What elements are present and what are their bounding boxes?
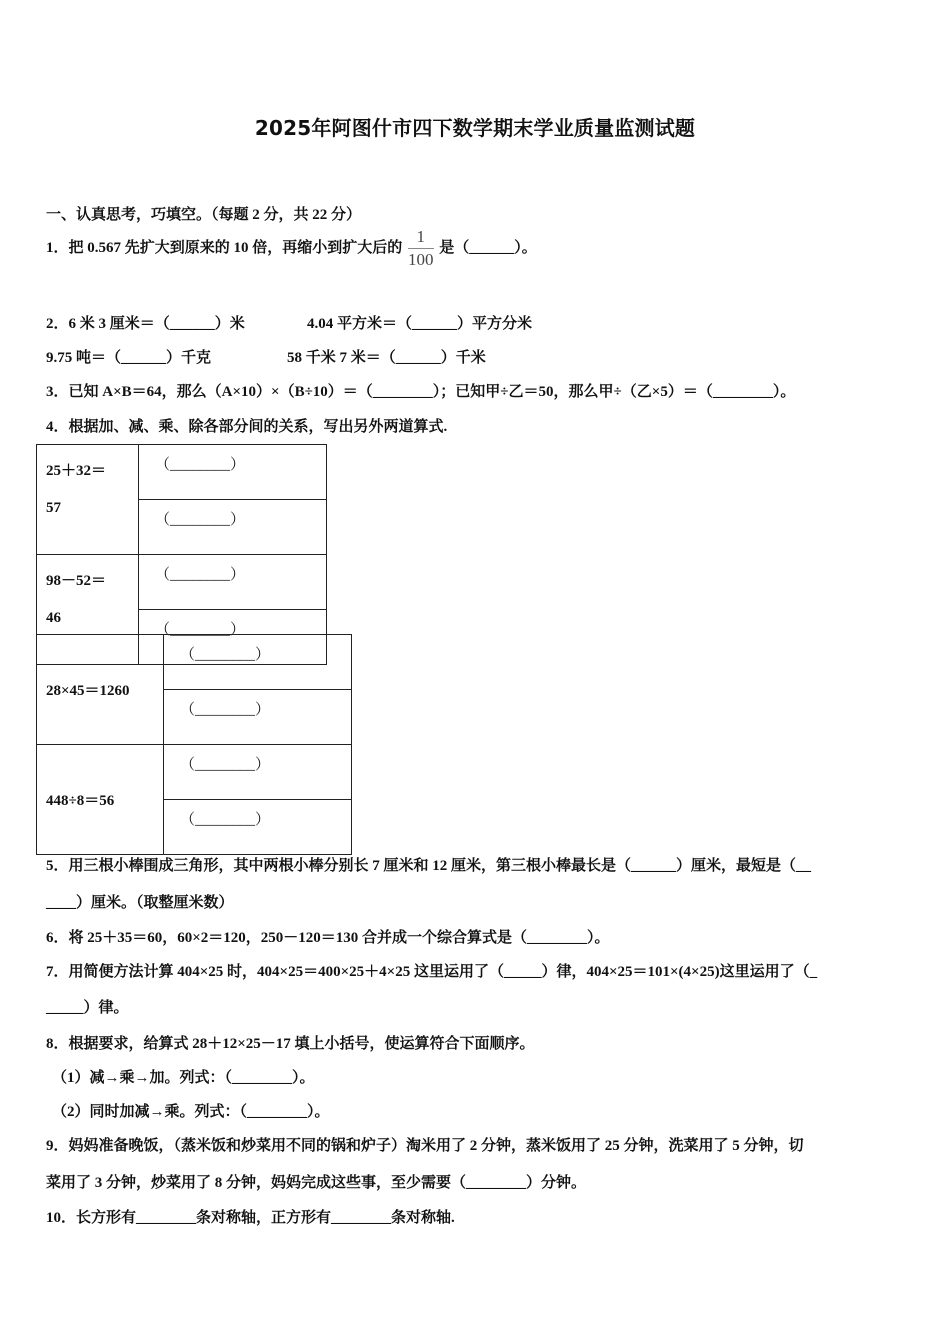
fraction-denominator: 100 <box>408 250 434 269</box>
question-4: 4．根据加、减、乘、除各部分间的关系，写出另外两道算式. <box>46 419 448 435</box>
page-title: 2025年阿图什市四下数学期末学业质量监测试题 <box>254 116 696 140</box>
question-2a: 2．6 米 3 厘米＝（______）米 <box>46 316 245 332</box>
equation-cell: 25＋32＝ 57 <box>37 445 139 555</box>
question-7-line2: _____）律。 <box>46 1000 129 1016</box>
question-6: 6．将 25＋35＝60，60×2＝120，250－120＝130 合并成一个综合算式是（________）。 <box>46 930 610 946</box>
equation-cell: 28×45＝1260 <box>37 635 164 745</box>
equation-table-top <box>36 444 327 665</box>
question-2c: 9.75 吨＝（______）千克 <box>46 350 212 366</box>
answer-blank[interactable]: （________） <box>139 555 327 610</box>
q1-prefix: 1．把 0.567 先扩大到原来的 10 倍，再缩小到扩大后的 <box>46 239 403 256</box>
question-10: 10．长方形有________条对称轴，正方形有________条对称轴. <box>46 1210 455 1226</box>
question-2d: 58 千米 7 米＝（______）千米 <box>287 350 486 366</box>
q1-suffix: 是（______）。 <box>439 239 537 256</box>
answer-blank[interactable]: （________） <box>139 610 327 665</box>
equation-table-bottom <box>36 634 352 855</box>
equation-cell: 98－52＝ 46 <box>37 555 139 665</box>
question-1 <box>46 228 537 269</box>
question-5-line1: 5．用三根小棒围成三角形，其中两根小棒分别长 7 厘米和 12 厘米，第三根小棒最长是（______）厘米，最短是（__ <box>46 858 812 874</box>
answer-blank[interactable]: （________） <box>164 635 352 690</box>
question-9-line1: 9．妈妈准备晚饭，（蒸米饭和炒菜用不同的锅和炉子）淘米用了 2 分钟，蒸米饭用了 25 分钟，洗菜用了 5 分钟，切 <box>46 1138 804 1154</box>
equation-cell: 448÷8＝56 <box>37 745 164 855</box>
question-8: 8．根据要求，给算式 28＋12×25－17 填上小括号，使运算符合下面顺序。 <box>46 1036 535 1052</box>
answer-blank[interactable]: （________） <box>164 800 352 855</box>
question-9-line2: 菜用了 3 分钟，炒菜用了 8 分钟，妈妈完成这些事，至少需要（________）分钟。 <box>46 1175 587 1191</box>
question-8-sub1: （1）减→乘→加。列式：（________）。 <box>52 1070 315 1086</box>
answer-blank[interactable]: （________） <box>164 690 352 745</box>
question-8-sub2: （2）同时加减→乘。列式：（________）。 <box>52 1104 330 1120</box>
answer-blank[interactable]: （________） <box>139 500 327 555</box>
question-2b: 4.04 平方米＝（______）平方分米 <box>307 316 533 332</box>
fraction-numerator: 1 <box>408 228 434 249</box>
section-header: 一、认真思考，巧填空。（每题 2 分，共 22 分） <box>46 207 362 223</box>
question-5-line2: ____）厘米。（取整厘米数） <box>46 895 234 911</box>
fraction <box>408 228 434 269</box>
answer-blank[interactable]: （________） <box>164 745 352 800</box>
question-3: 3．已知 A×B＝64，那么（A×10）×（B÷10）＝（________）；已知甲÷乙＝50，那么甲÷（乙×5）＝（________）。 <box>46 384 796 400</box>
answer-blank[interactable]: （________） <box>139 445 327 500</box>
question-7-line1: 7．用简便方法计算 404×25 时，404×25＝400×25＋4×25 这里运用了（_____）律，404×25＝101×(4×25)这里运用了（_ <box>46 964 818 980</box>
